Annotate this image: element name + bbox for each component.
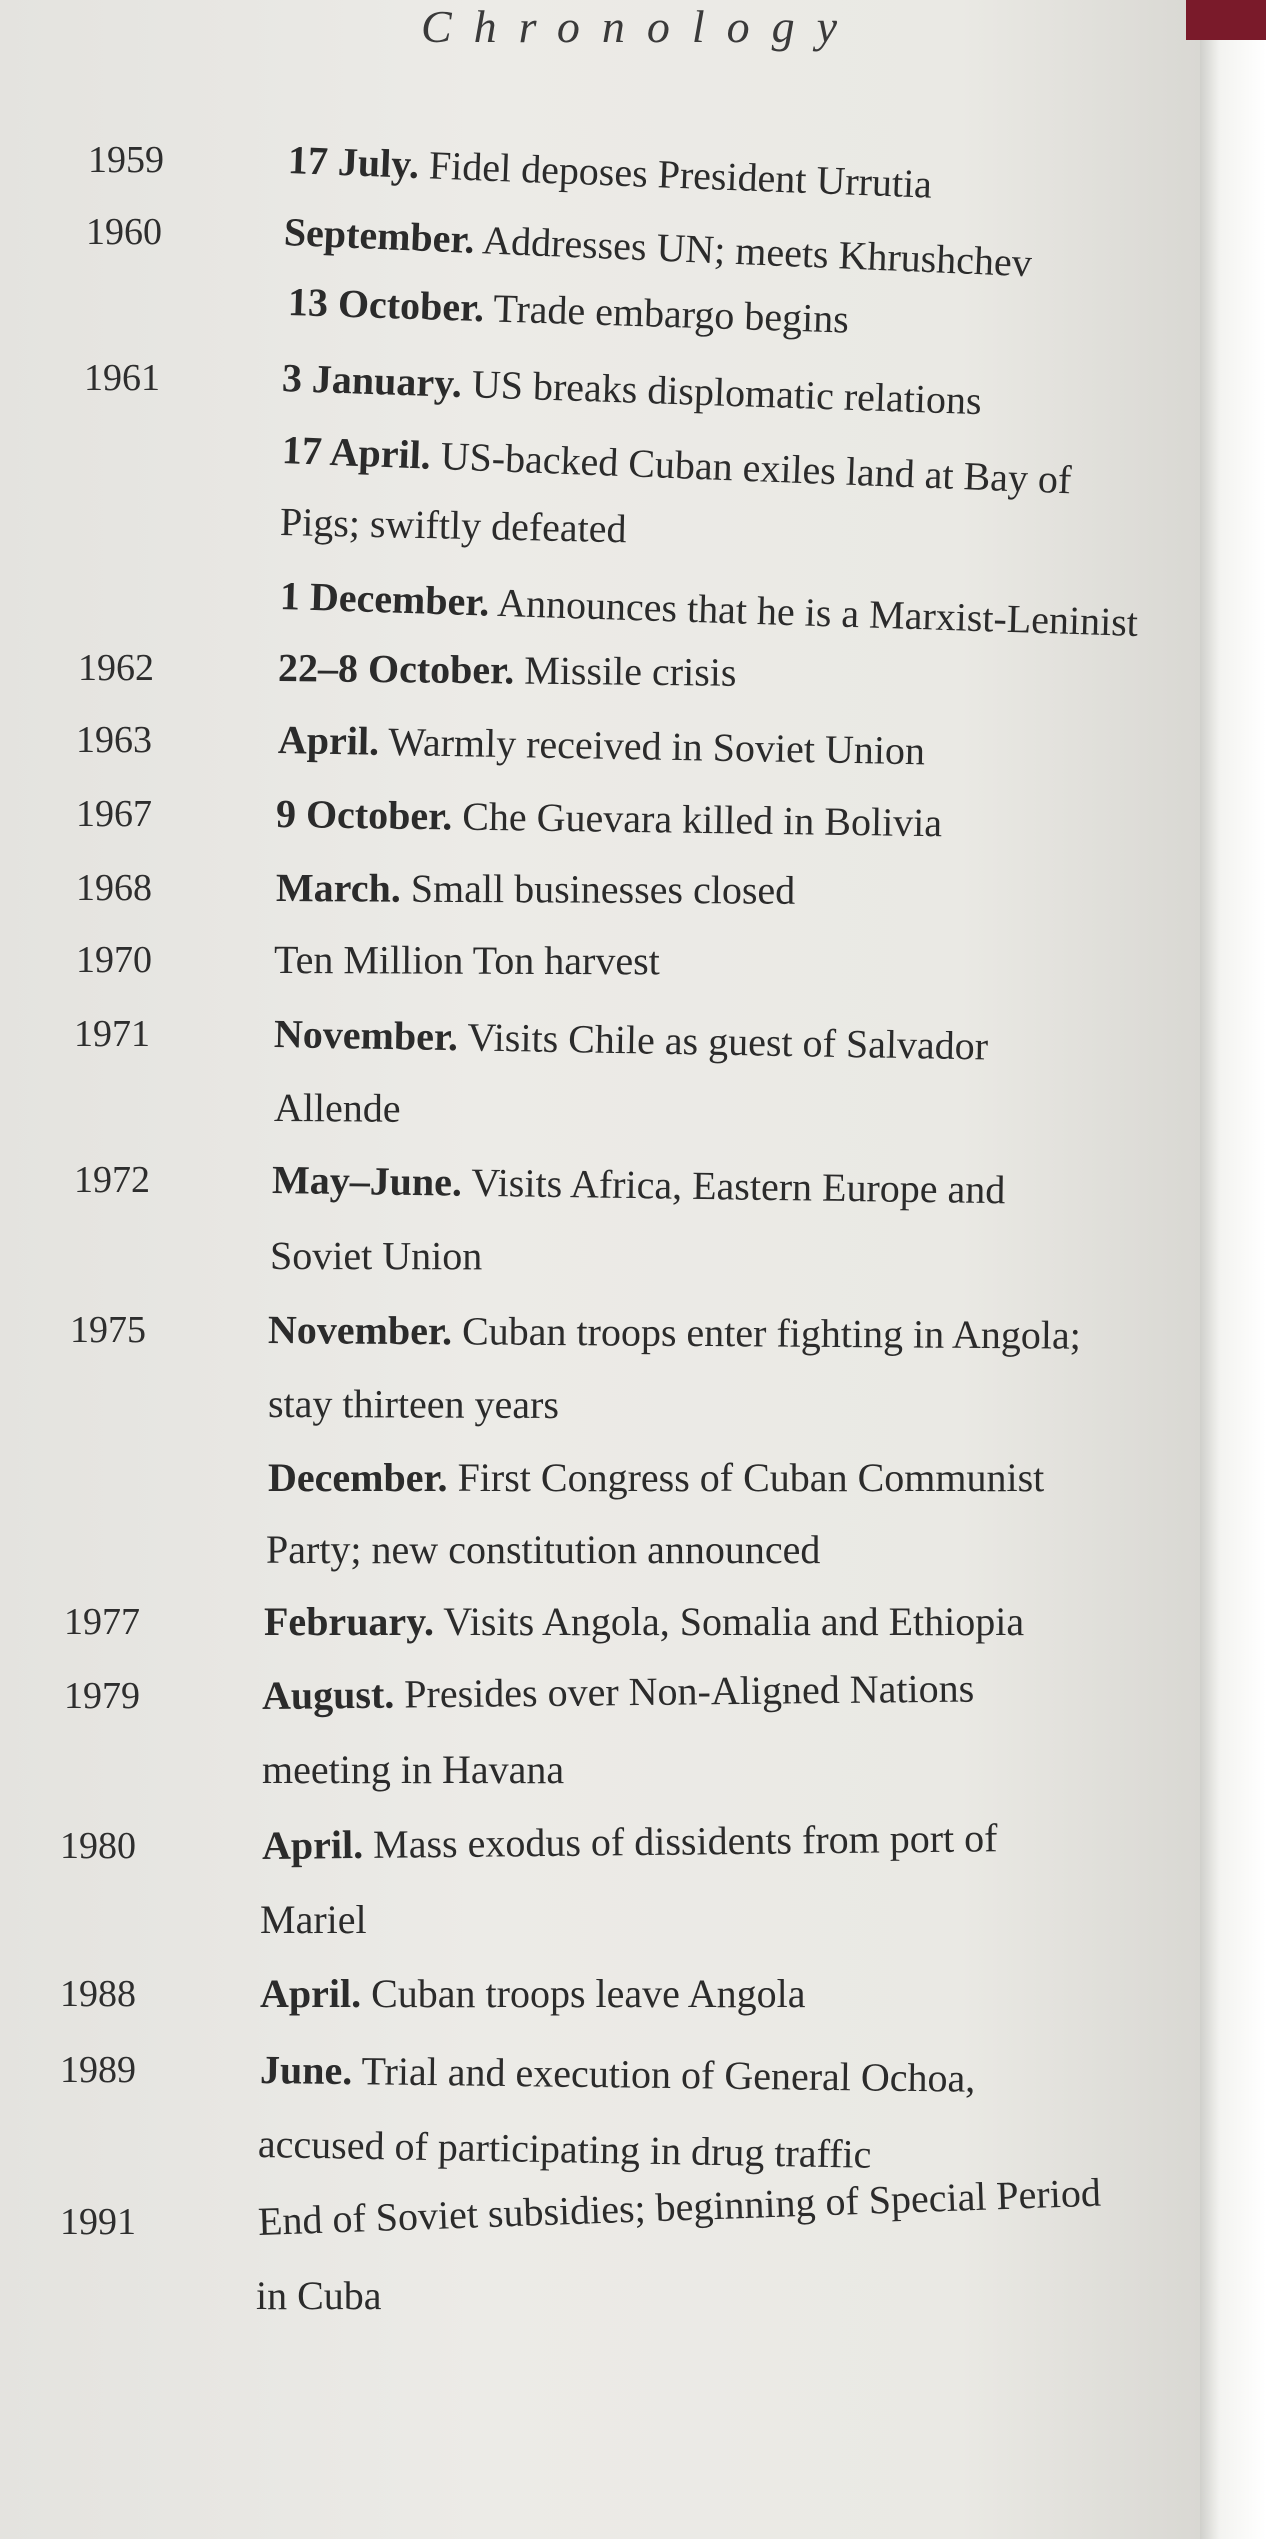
entry-text-line bbox=[283, 208, 1033, 287]
entry-date: December. bbox=[268, 1455, 448, 1500]
entry-year: 1959 bbox=[88, 139, 164, 181]
entry-date: June. bbox=[259, 2047, 353, 2094]
entry-text-line bbox=[258, 2120, 872, 2179]
entry-year: 1962 bbox=[78, 647, 154, 689]
entry-description: Announces that he is a Marxist-Leninist bbox=[488, 579, 1139, 645]
entry-year: 1970 bbox=[76, 939, 152, 981]
entry-description: in Cuba bbox=[256, 2273, 382, 2318]
entry-text-line bbox=[274, 936, 660, 985]
entry-description: accused of participating in drug traffic bbox=[257, 2121, 872, 2177]
entry-description: Addresses UN; meets Khrushchev bbox=[473, 217, 1033, 286]
entry-text-line bbox=[279, 498, 627, 553]
entry-text-line bbox=[274, 1010, 989, 1070]
entry-date: 1 December. bbox=[279, 573, 491, 625]
entry-description: US breaks displomatic relations bbox=[461, 360, 983, 424]
entry-date: November. bbox=[273, 1011, 459, 1060]
entry-date: November. bbox=[267, 1307, 453, 1354]
entry-description: Visits Angola, Somalia and Ethiopia bbox=[433, 1599, 1025, 1644]
entry-date: May–June. bbox=[271, 1157, 463, 1205]
entry-description: Missile crisis bbox=[514, 647, 737, 695]
entry-description: First Congress of Cuban Communist bbox=[447, 1455, 1045, 1500]
entry-description: Presides over Non-Aligned Nations bbox=[394, 1665, 975, 1717]
entry-text-line bbox=[287, 278, 849, 344]
entry-text-line bbox=[256, 2272, 382, 2320]
entry-date: 17 April. bbox=[281, 427, 432, 478]
entry-year: 1971 bbox=[74, 1013, 150, 1055]
entry-text-line bbox=[287, 136, 933, 209]
entry-description: US-backed Cuban exiles land at Bay of bbox=[429, 432, 1073, 503]
entry-description: Small businesses closed bbox=[400, 865, 796, 913]
entry-description: Trade embargo begins bbox=[483, 285, 850, 342]
entry-date: 9 October. bbox=[275, 791, 453, 839]
entry-description: Warmly received in Soviet Union bbox=[378, 718, 926, 774]
entry-description: Mass exodus of dissidents from port of bbox=[362, 1815, 998, 1867]
entry-text-line bbox=[274, 1084, 401, 1133]
entry-date: April. bbox=[260, 1971, 362, 2016]
entry-description: Che Guevara killed in Bolivia bbox=[451, 793, 943, 846]
entry-text-line bbox=[262, 1814, 998, 1870]
entry-text-line bbox=[279, 572, 1138, 647]
entry-description: meeting in Havana bbox=[262, 1747, 565, 1792]
entry-date: 17 July. bbox=[287, 137, 420, 188]
entry-year: 1977 bbox=[64, 1601, 140, 1643]
entry-description: Cuban troops enter fighting in Angola; bbox=[451, 1308, 1082, 1358]
entry-year: 1980 bbox=[60, 1825, 136, 1867]
entry-date: 13 October. bbox=[287, 279, 485, 331]
entry-text-line bbox=[278, 644, 737, 697]
entry-text-line bbox=[262, 1746, 564, 1794]
entry-text-line bbox=[270, 1232, 482, 1280]
entry-date: April. bbox=[277, 717, 380, 764]
entry-text-line bbox=[268, 1454, 1044, 1502]
page-title: Chronology bbox=[420, 1, 860, 52]
entry-text-line bbox=[262, 1665, 975, 1720]
entry-text-line bbox=[276, 864, 795, 915]
entry-year: 1967 bbox=[76, 793, 152, 835]
entry-year: 1960 bbox=[86, 211, 162, 253]
entry-text-line bbox=[268, 1380, 559, 1429]
entry-description: Allende bbox=[273, 1085, 401, 1131]
entry-text-line bbox=[281, 426, 1072, 504]
entry-text-line bbox=[257, 2169, 1101, 2246]
entry-text-line bbox=[281, 354, 982, 425]
entry-text-line bbox=[264, 1598, 1024, 1646]
entry-year: 1975 bbox=[70, 1309, 146, 1351]
entry-description: stay thirteen years bbox=[267, 1381, 560, 1428]
entry-text-line bbox=[260, 1896, 367, 1944]
entry-text-line bbox=[260, 1970, 805, 2018]
entry-year: 1961 bbox=[84, 357, 160, 399]
entry-year: 1979 bbox=[64, 1675, 140, 1717]
entry-date: March. bbox=[275, 865, 401, 911]
entry-year: 1972 bbox=[74, 1159, 150, 1201]
entry-text-line bbox=[272, 1156, 1006, 1214]
entry-year: 1991 bbox=[60, 2201, 136, 2243]
entry-text-line bbox=[260, 2046, 976, 2103]
entry-year: 1963 bbox=[76, 719, 152, 761]
entry-description: Pigs; swiftly defeated bbox=[279, 499, 628, 552]
entry-description: Ten Million Ton harvest bbox=[273, 937, 660, 984]
entry-date: April. bbox=[261, 1821, 364, 1868]
entry-date: August. bbox=[261, 1671, 395, 1718]
entry-description: End of Soviet subsidies; beginning of Special Period bbox=[257, 2169, 1102, 2244]
entry-description: Visits Chile as guest of Salvador bbox=[457, 1014, 989, 1069]
book-cover-edge bbox=[1186, 0, 1266, 40]
entry-text-line bbox=[278, 716, 926, 775]
entry-date: February. bbox=[264, 1599, 434, 1644]
page-edge bbox=[1200, 0, 1266, 2539]
entry-year: 1968 bbox=[76, 867, 152, 909]
entry-text-line bbox=[268, 1306, 1081, 1360]
entry-date: 3 January. bbox=[281, 355, 463, 406]
entry-description: Trial and execution of General Ochoa, bbox=[351, 2048, 976, 2101]
entry-description: Cuban troops leave Angola bbox=[361, 1971, 806, 2016]
entry-year: 1989 bbox=[60, 2049, 136, 2091]
entry-description: Soviet Union bbox=[269, 1233, 483, 1279]
entry-year: 1988 bbox=[60, 1973, 136, 2015]
entry-description: Visits Africa, Eastern Europe and bbox=[461, 1159, 1006, 1213]
entry-description: Mariel bbox=[260, 1897, 367, 1942]
entry-description: Fidel deposes President Urrutia bbox=[418, 142, 933, 207]
entry-date: September. bbox=[283, 209, 476, 262]
entry-text-line bbox=[266, 1526, 820, 1574]
entry-date: 22–8 October. bbox=[277, 645, 515, 693]
entry-text-line bbox=[276, 790, 943, 847]
entry-description: Party; new constitution announced bbox=[266, 1527, 821, 1572]
